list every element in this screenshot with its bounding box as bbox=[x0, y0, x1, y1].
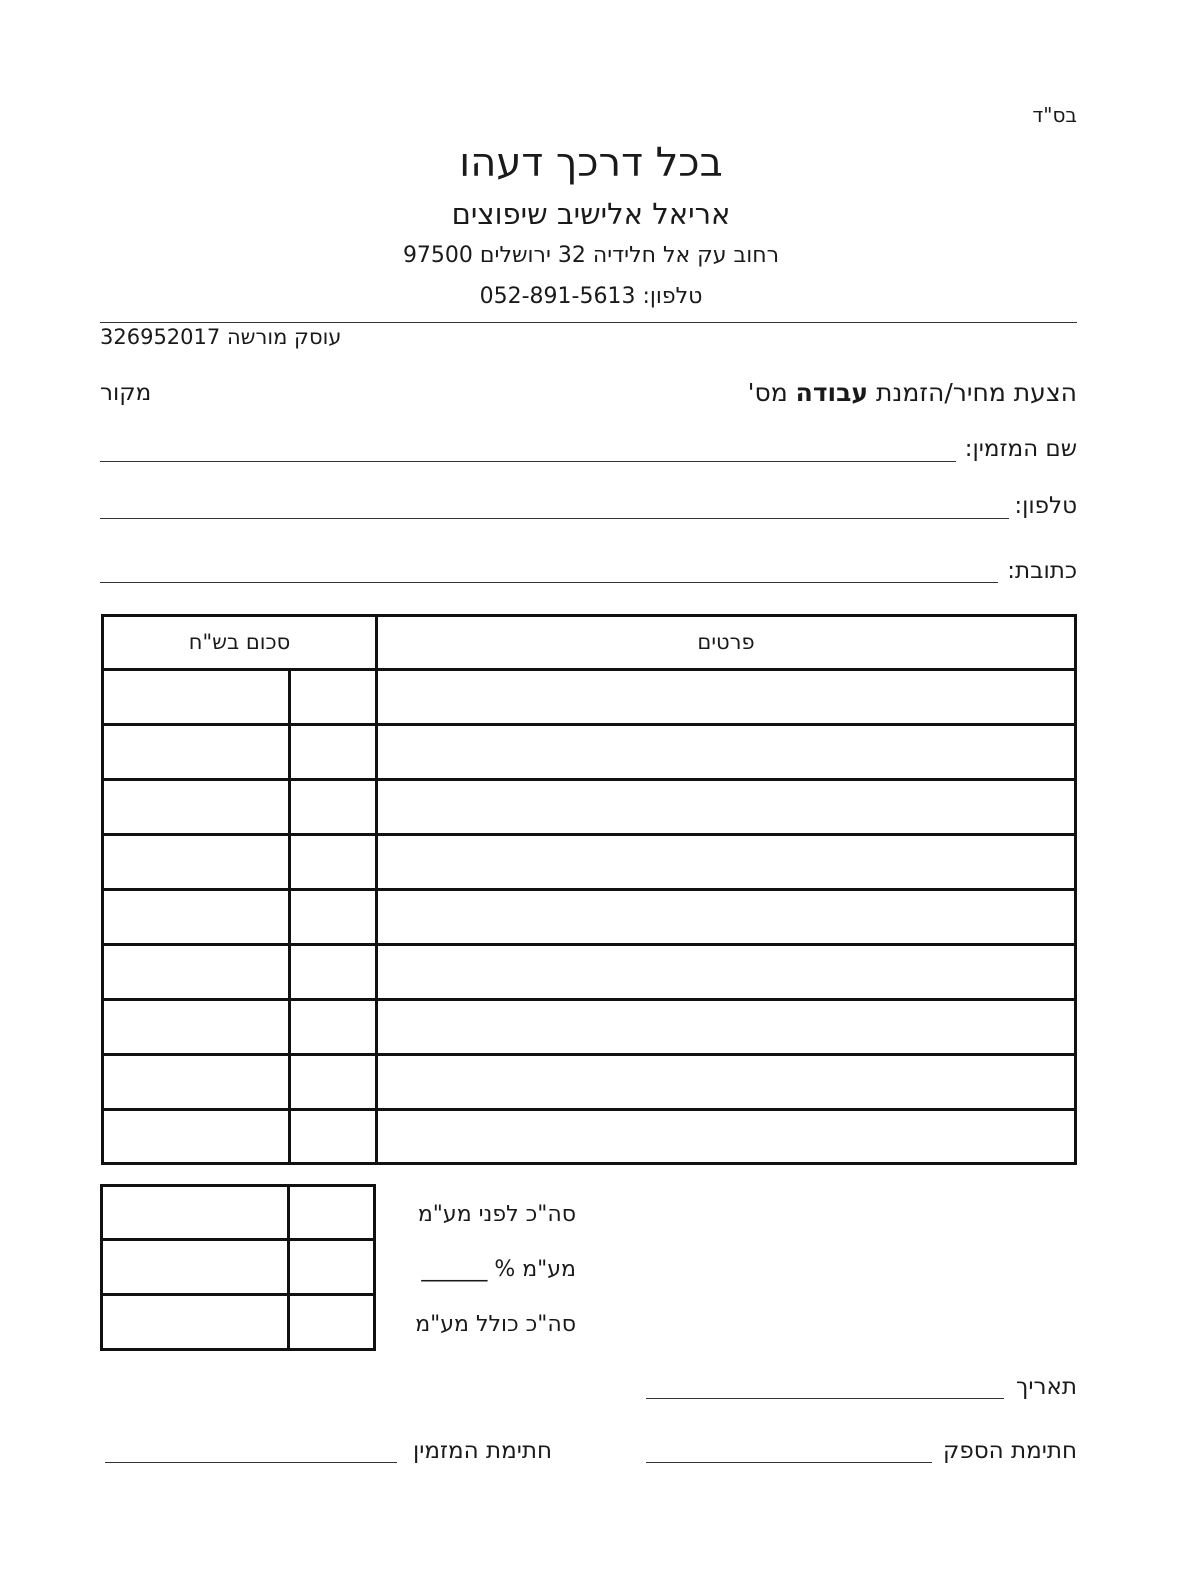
item-shekel-cell[interactable] bbox=[104, 891, 288, 943]
vat-percent-blank[interactable]: ______ bbox=[421, 1257, 488, 1282]
vat-label bbox=[421, 1257, 576, 1282]
item-details-cell[interactable] bbox=[378, 1111, 1074, 1163]
item-details-cell[interactable] bbox=[378, 781, 1074, 833]
customer-signature-label: חתימת המזמין bbox=[413, 1438, 552, 1464]
bsd-heading: בס"ד bbox=[1032, 103, 1077, 127]
supplier-signature-label: חתימת הספק bbox=[943, 1438, 1077, 1464]
customer-name-line[interactable] bbox=[100, 461, 956, 462]
phone-label: טלפון: bbox=[642, 284, 703, 309]
item-shekel-cell[interactable] bbox=[104, 1056, 288, 1108]
total-before-vat-label: סה"כ לפני מע"מ bbox=[417, 1202, 576, 1227]
total-with-vat-label: סה"כ כולל מע"מ bbox=[415, 1312, 576, 1337]
vat-percent-sign: % bbox=[494, 1257, 516, 1282]
item-agorot-cell[interactable] bbox=[291, 946, 375, 998]
item-shekel-cell[interactable] bbox=[104, 1001, 288, 1053]
customer-phone-label: טלפון: bbox=[1014, 493, 1077, 519]
item-shekel-cell[interactable] bbox=[104, 726, 288, 778]
date-label: תאריך bbox=[1016, 1374, 1077, 1400]
license-label: עוסק מורשה bbox=[226, 325, 342, 349]
item-shekel-cell[interactable] bbox=[104, 836, 288, 888]
column-header-amount: סכום בש"ח bbox=[188, 630, 291, 654]
item-shekel-cell[interactable] bbox=[104, 946, 288, 998]
item-agorot-cell[interactable] bbox=[291, 671, 375, 723]
item-agorot-cell[interactable] bbox=[291, 1056, 375, 1108]
item-details-cell[interactable] bbox=[378, 946, 1074, 998]
item-agorot-cell[interactable] bbox=[291, 891, 375, 943]
blessing-title: בכל דרכך דעהו bbox=[459, 140, 723, 186]
document-title-part1: הצעת מחיר/הזמנת bbox=[875, 378, 1077, 407]
item-agorot-cell[interactable] bbox=[291, 836, 375, 888]
supplier-signature-line[interactable] bbox=[646, 1462, 932, 1463]
date-line[interactable] bbox=[646, 1398, 1004, 1399]
customer-signature-line[interactable] bbox=[105, 1462, 397, 1463]
item-agorot-cell[interactable] bbox=[291, 1111, 375, 1163]
business-address: רחוב עק אל חלידיה 32 ירושלים 97500 bbox=[402, 243, 780, 268]
business-phone bbox=[0, 284, 1182, 309]
column-header-details: פרטים bbox=[697, 630, 755, 654]
customer-name-label: שם המזמין: bbox=[964, 436, 1077, 462]
vat-text: מע"מ bbox=[522, 1257, 576, 1282]
license-number: 326952017 bbox=[100, 325, 221, 349]
item-details-cell[interactable] bbox=[378, 891, 1074, 943]
document-title bbox=[748, 378, 1077, 407]
document-title-part2: מס' bbox=[747, 378, 788, 407]
item-details-cell[interactable] bbox=[378, 1056, 1074, 1108]
customer-address-label: כתובת: bbox=[1007, 558, 1077, 584]
copy-label: מקור bbox=[100, 380, 152, 406]
item-agorot-cell[interactable] bbox=[291, 726, 375, 778]
item-agorot-cell[interactable] bbox=[291, 1001, 375, 1053]
totals-box bbox=[100, 1184, 376, 1351]
item-details-cell[interactable] bbox=[378, 726, 1074, 778]
customer-phone-line[interactable] bbox=[100, 518, 1009, 519]
item-agorot-cell[interactable] bbox=[291, 781, 375, 833]
item-details-cell[interactable] bbox=[378, 836, 1074, 888]
phone-value: 052-891-5613 bbox=[479, 284, 636, 309]
item-shekel-cell[interactable] bbox=[104, 781, 288, 833]
customer-address-line[interactable] bbox=[100, 582, 998, 583]
document-title-bold: עבודה bbox=[795, 378, 868, 407]
item-details-cell[interactable] bbox=[378, 671, 1074, 723]
items-table bbox=[101, 614, 1077, 1165]
item-details-cell[interactable] bbox=[378, 1001, 1074, 1053]
license-line bbox=[100, 325, 341, 349]
business-name: אריאל אלישיב שיפוצים bbox=[451, 197, 731, 231]
item-shekel-cell[interactable] bbox=[104, 671, 288, 723]
item-shekel-cell[interactable] bbox=[104, 1111, 288, 1163]
header-divider bbox=[100, 322, 1077, 323]
